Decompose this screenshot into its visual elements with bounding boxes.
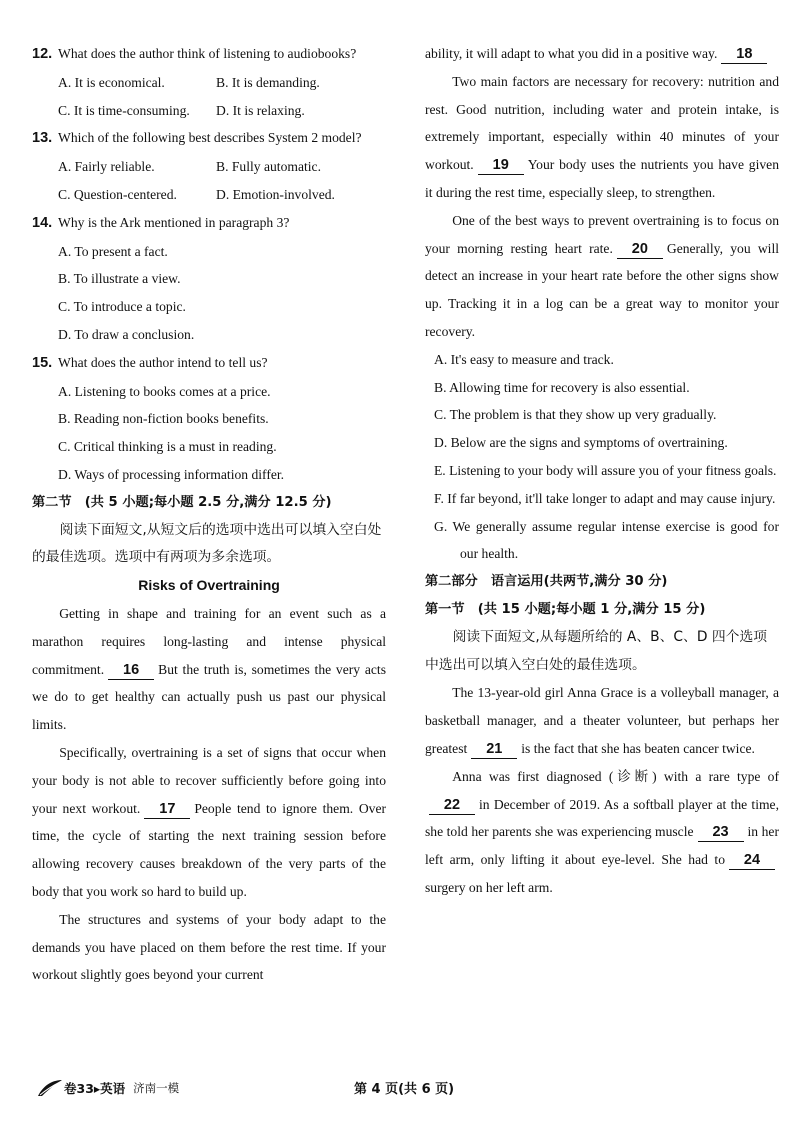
footer-brand-text: 卷33▸英语: [64, 1081, 126, 1096]
blank-18: 18: [721, 46, 767, 64]
choice-c: C. The problem is that they show up very gradually.: [434, 407, 717, 423]
cloze-paragraph-1: The 13-year-old girl Anna Grace is a volleyball manager, a basketball manager, and a theater volunteer, but perhaps her greatest 21 is the fact that she has beaten cancer twice.: [425, 685, 779, 757]
option-b: B. Reading non-fiction books benefits.: [58, 411, 269, 427]
blank-17: 17: [144, 801, 190, 819]
cloze-paragraph-2: Anna was first diagnosed (诊断) with a rare type of22 in December of 2019. As a softball player at the time, she told her parents she was experiencing muscle 23 in her left arm, only lifting it about eye-level. She had to 24surgery on her left arm.: [425, 768, 779, 895]
question-12-options-row1: [32, 69, 386, 97]
option-b: B. Fully automatic.: [216, 159, 321, 175]
question-13-text: Which of the following best describes System 2 model?: [58, 130, 362, 146]
option-a: A. It is economical.: [58, 74, 165, 90]
section-1-heading: 第一节 (共 15 小题;每小题 1 分,满分 15 分): [425, 601, 706, 617]
blank-20: 20: [617, 241, 663, 259]
option-c: C. Critical thinking is a must in reading.: [58, 439, 277, 455]
question-12-text: What does the author think of listening to audiobooks?: [58, 46, 357, 61]
part-2-heading: 第二部分 语言运用(共两节,满分 30 分): [425, 574, 668, 590]
section-1-instruction: 阅读下面短文,从每题所给的 A、B、C、D 四个选项中选出可以填入空白处的最佳选项。: [425, 628, 768, 673]
passage-title: Risks of Overtraining: [138, 577, 280, 594]
choice-a: A. It's easy to measure and track.: [434, 351, 614, 367]
question-12: 12. What does the author think of listening to audiobooks?: [32, 46, 357, 62]
question-15-text: What does the author intend to tell us?: [58, 354, 268, 370]
choice-f: F. If far beyond, it'll take longer to adapt and may cause injury.: [434, 490, 776, 506]
page-footer: [32, 1074, 782, 1102]
passage-paragraph-5: One of the best ways to prevent overtraining is to focus on your morning resting heart rate. 20 Generally, you will detect an increase in your heart rate before the other signs show up. Tracking it in a log can be a great way to monitor your recovery.: [425, 212, 779, 339]
leaf-logo-icon: [36, 1078, 64, 1098]
right-column: [425, 40, 779, 902]
option-d: D. It is relaxing.: [216, 102, 305, 118]
page-number: 第 4 页(共 6 页): [354, 1082, 455, 1097]
option-a: A. To present a fact.: [58, 243, 168, 259]
option-a: A. Fairly reliable.: [58, 159, 155, 175]
option-a: A. Listening to books comes at a price.: [58, 383, 271, 399]
section-2-heading: 第二节 (共 5 小题;每小题 2.5 分,满分 12.5 分): [32, 494, 332, 510]
option-d: D. Emotion-involved.: [216, 186, 335, 202]
passage-paragraph-1: Getting in shape and training for an event such as a marathon requires long-lasting and intense physical commitment. 16 But the truth is, sometimes the very acts we do to get healthy can actually push us past our physical limits.: [32, 605, 386, 733]
footer-brand: [36, 1078, 179, 1098]
question-14-text: Why is the Ark mentioned in paragraph 3?: [58, 214, 290, 230]
passage-paragraph-4: Two main factors are necessary for recovery: nutrition and rest. Good nutrition, including water and protein intake, is extremely important, especially within 40 minutes of your workout. 19 Your body uses the nutrients you have given it during the rest time, especially sleep, to strengthen.: [425, 73, 779, 200]
option-c: C. It is time-consuming.: [58, 102, 190, 118]
section-2-instruction: 阅读下面短文,从短文后的选项中选出可以填入空白处的最佳选项。选项中有两项为多余选项。: [32, 521, 382, 566]
blank-24: 24: [729, 852, 775, 870]
option-b: B. To illustrate a view.: [58, 271, 181, 287]
option-d: D. To draw a conclusion.: [58, 326, 195, 342]
question-13-options-row1: [32, 153, 386, 181]
question-13-options-row2: [32, 181, 386, 209]
question-12-options-row2: [32, 97, 386, 125]
blank-16: 16: [108, 662, 154, 680]
question-13: 13. Which of the following best describes System 2 model?: [32, 130, 362, 147]
choice-b: B. Allowing time for recovery is also essential.: [434, 379, 690, 395]
passage-paragraph-2: Specifically, overtraining is a set of signs that occur when your body is not able to recover sufficiently before going into your next workout. 17 People tend to ignore them. Over time, the cycle of starting the next training session before allowing recovery causes breakdown of the very parts of the body that you work so hard to build up.: [32, 744, 387, 899]
choice-d: D. Below are the signs and symptoms of overtraining.: [434, 435, 728, 451]
blank-23: 23: [698, 824, 744, 842]
left-column: [32, 40, 386, 989]
blank-21: 21: [471, 741, 517, 759]
choice-g: G. We generally assume regular intense exercise is good for our health.: [434, 518, 779, 562]
blank-22: 22: [429, 797, 475, 815]
option-c: C. Question-centered.: [58, 186, 177, 202]
passage-paragraph-3-continued: ability, it will adapt to what you did in a positive way. 18: [425, 40, 779, 68]
option-c: C. To introduce a topic.: [58, 299, 186, 315]
choice-e: E. Listening to your body will assure you of your fitness goals.: [434, 462, 777, 478]
blank-19: 19: [478, 157, 524, 175]
question-15: 15. What does the author intend to tell us?: [32, 354, 268, 371]
option-b: B. It is demanding.: [216, 74, 320, 90]
question-14: 14. Why is the Ark mentioned in paragraph 3?: [32, 214, 290, 231]
footer-exam-name: 济南一模: [133, 1081, 180, 1095]
passage-paragraph-3: The structures and systems of your body adapt to the demands you have placed on them before the rest time. If your workout slightly goes beyond your current: [32, 911, 386, 983]
option-d: D. Ways of processing information differ.: [58, 466, 285, 482]
